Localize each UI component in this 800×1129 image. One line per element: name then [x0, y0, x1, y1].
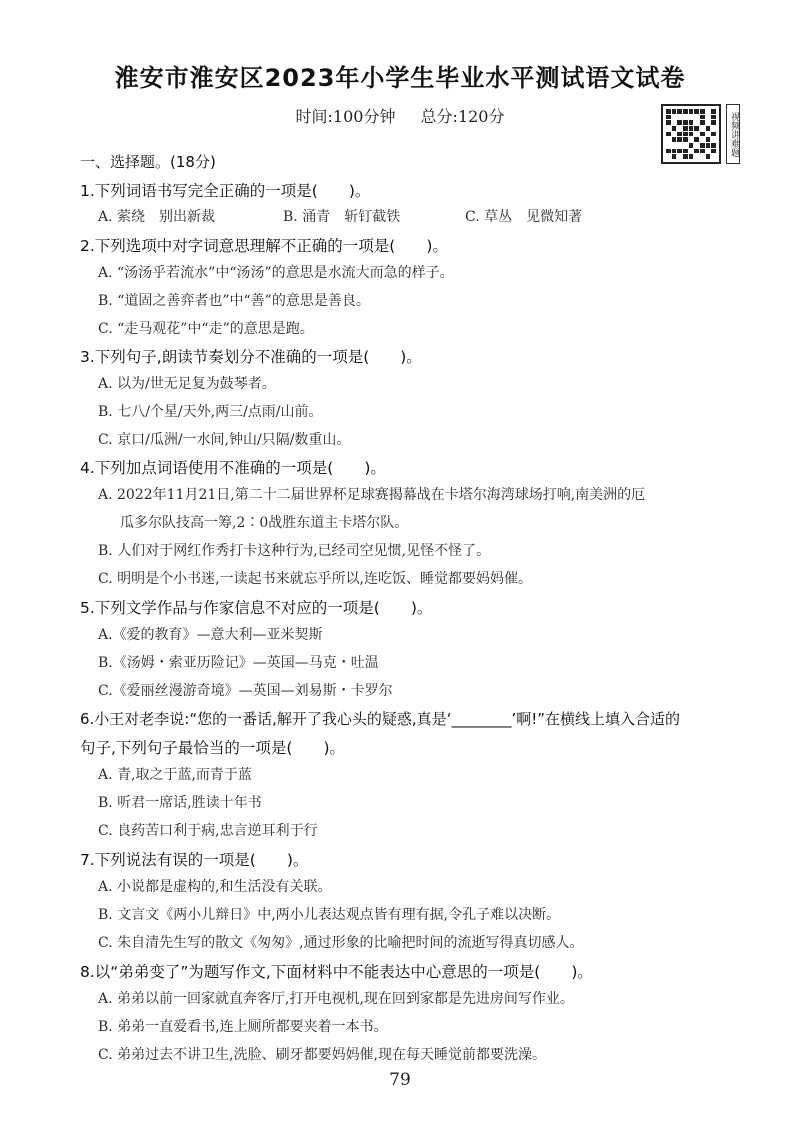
- question-4-option-c: C. 明明是个小书迷,一读起书来就忘乎所以,连吃饭、睡觉都要妈妈催。: [98, 571, 533, 587]
- question-stem-1: 1.下列词语书写完全正确的一项是( )。: [80, 182, 371, 200]
- exam-title: 淮安市淮安区2023年小学生毕业水平测试语文试卷: [114, 64, 686, 92]
- question-2-option-b: B. “道固之善弈者也”中“善”的意思是善良。: [98, 293, 370, 309]
- question-stem-2: 2.下列选项中对字词意思理解不正确的一项是( )。: [80, 237, 448, 255]
- question-4-option-a-cont: 瓜多尔队技高一筹,2∶0战胜东道主卡塔尔队。: [120, 515, 409, 531]
- question-5-option-a: A.《爱的教育》—意大利—亚米契斯: [98, 627, 323, 643]
- question-7-option-c: C. 朱自清先生写的散文《匆匆》,通过形象的比喻把时间的流逝写得真切感人。: [98, 935, 584, 951]
- question-1-option-b: B. 涌青 斩钉截铁: [283, 209, 401, 225]
- exam-time: 时间:100分钟: [295, 107, 396, 126]
- question-stem-3: 3.下列句子,朗读节奏划分不准确的一项是( )。: [80, 348, 422, 366]
- question-stem-8: 8.以“弟弟变了”为题写作文,下面材料中不能表达中心意思的一项是( )。: [80, 963, 593, 981]
- question-stem-4: 4.下列加点词语使用不准确的一项是( )。: [80, 459, 386, 477]
- question-6-option-b: B. 听君一席话,胜读十年书: [98, 795, 262, 811]
- question-7-option-b: B. 文言文《两小儿辩日》中,两小儿表达观点皆有理有据,令孔子难以决断。: [98, 907, 561, 923]
- question-3-option-a: A. 以为/世无足复为鼓琴者。: [98, 376, 276, 392]
- question-5-option-b: B.《汤姆・索亚历险记》—英国—马克・吐温: [98, 655, 379, 671]
- question-1-option-a: A. 萦绕 别出新裁: [98, 209, 216, 225]
- question-8-option-b: B. 弟弟一直爱看书,连上厕所都要夹着一本书。: [98, 1019, 388, 1035]
- question-8-option-c: C. 弟弟过去不讲卫生,洗脸、刷牙都要妈妈催,现在每天睡觉前都要洗澡。: [98, 1047, 547, 1063]
- question-5-option-c: C.《爱丽丝漫游奇境》—英国—刘易斯・卡罗尔: [98, 683, 393, 699]
- question-4-option-a: A. 2022年11月21日,第二十二届世界杯足球赛揭幕战在卡塔尔海湾球场打响,南美洲的厄: [98, 487, 646, 503]
- exam-score: 总分:120分: [420, 107, 505, 126]
- question-6-option-a: A. 青,取之于蓝,而青于蓝: [98, 767, 252, 783]
- page-number: 79: [389, 1070, 411, 1090]
- qr-label: 视频讲难题: [726, 104, 740, 164]
- question-1-option-c: C. 草丛 见微知著: [465, 209, 583, 225]
- question-7-option-a: A. 小说都是虚构的,和生活没有关联。: [98, 879, 332, 895]
- question-stem-5: 5.下列文学作品与作家信息不对应的一项是( )。: [80, 599, 433, 617]
- question-6-option-c: C. 良药苦口利于病,忠言逆耳利于行: [98, 823, 318, 839]
- question-8-option-a: A. 弟弟以前一回家就直奔客厅,打开电视机,现在回到家都是先进房间写作业。: [98, 991, 574, 1007]
- question-stem-6-cont: 句子,下列句子最恰当的一项是( )。: [80, 739, 346, 757]
- question-stem-7: 7.下列说法有误的一项是( )。: [80, 851, 309, 869]
- question-3-option-b: B. 七八/个星/天外,两三/点雨/山前。: [98, 404, 323, 420]
- question-3-option-c: C. 京口/瓜洲/一水间,钟山/只隔/数重山。: [98, 432, 351, 448]
- section-heading: 一、选择题。(18分): [80, 153, 216, 171]
- question-2-option-a: A. “汤汤乎若流水”中“汤汤”的意思是水流大而急的样子。: [98, 265, 454, 281]
- question-2-option-c: C. “走马观花”中“走”的意思是跑。: [98, 321, 314, 337]
- question-stem-6: 6.小王对老李说:“您的一番话,解开了我心头的疑惑,真是‘________’啊!”在横线上填入合适的: [80, 710, 680, 728]
- question-4-option-b: B. 人们对于网红作秀打卡这种行为,已经司空见惯,见怪不怪了。: [98, 543, 491, 559]
